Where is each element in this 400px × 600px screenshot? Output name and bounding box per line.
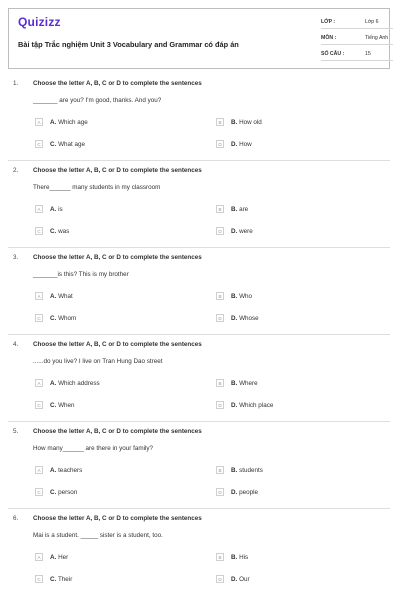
meta-label: LỚP :	[321, 19, 336, 25]
meta-label: MÔN :	[321, 35, 337, 41]
option-text: How old	[239, 118, 262, 126]
option-letter-box: D	[216, 575, 224, 583]
option-letter-box: B	[216, 466, 224, 474]
question-text: There______ many students in my classroom	[33, 184, 161, 191]
option-prefix: D.	[231, 488, 238, 496]
option-letter-box: A	[35, 553, 43, 561]
option-prefix: A.	[50, 205, 57, 213]
question-divider	[8, 247, 390, 248]
option-prefix: C.	[50, 314, 57, 322]
option-prefix: A.	[50, 553, 57, 561]
option-letter-box: C	[35, 575, 43, 583]
option-prefix: B.	[231, 379, 238, 387]
meta-value: Lớp 6	[365, 19, 379, 25]
option-letter-box: B	[216, 205, 224, 213]
option-text: are	[239, 205, 249, 213]
option-text: person	[58, 488, 78, 496]
option-text: What age	[58, 140, 86, 148]
question-divider	[8, 334, 390, 335]
option-letter-box: A	[35, 379, 43, 387]
option-prefix: D.	[231, 575, 238, 583]
option-prefix: A.	[50, 118, 57, 126]
option-text: Where	[239, 379, 258, 387]
option-text: Whose	[239, 314, 259, 322]
question-number: 5.	[13, 428, 19, 435]
option-prefix: D.	[231, 140, 238, 148]
option-text: were	[239, 227, 253, 235]
option-prefix: B.	[231, 292, 238, 300]
meta-row-class	[321, 17, 393, 29]
option-letter-box: C	[35, 140, 43, 148]
option-text: Our	[239, 575, 250, 583]
worksheet-header	[8, 8, 390, 69]
option-prefix: B.	[231, 466, 238, 474]
option-prefix: D.	[231, 227, 238, 235]
option-letter-box: D	[216, 140, 224, 148]
option-text: His	[239, 553, 249, 561]
question-number: 2.	[13, 167, 19, 174]
question-number: 4.	[13, 341, 19, 348]
meta-row-subject	[321, 33, 393, 45]
question-number: 1.	[13, 80, 19, 87]
quizizz-logo[interactable]: Quizizz	[18, 15, 61, 29]
option-prefix: A.	[50, 292, 57, 300]
option-letter-box: A	[35, 118, 43, 126]
option-text: teachers	[58, 466, 83, 474]
option-prefix: A.	[50, 379, 57, 387]
option-letter-box: B	[216, 379, 224, 387]
option-prefix: C.	[50, 140, 57, 148]
question-number: 3.	[13, 254, 19, 261]
option-prefix: B.	[231, 118, 238, 126]
question-instruction: Choose the letter A, B, C or D to complete the sentences	[33, 167, 202, 174]
option-letter-box: C	[35, 314, 43, 322]
meta-label: SỐ CÂU :	[321, 51, 345, 57]
question-text: _______is this? This is my brother	[33, 271, 129, 278]
question-instruction: Choose the letter A, B, C or D to complete the sentences	[33, 515, 202, 522]
option-letter-box: B	[216, 292, 224, 300]
option-text: Which address	[58, 379, 100, 387]
option-letter-box: A	[35, 292, 43, 300]
option-prefix: D.	[231, 314, 238, 322]
question-number: 6.	[13, 515, 19, 522]
option-prefix: B.	[231, 205, 238, 213]
option-letter-box: D	[216, 488, 224, 496]
option-prefix: C.	[50, 575, 57, 583]
option-prefix: C.	[50, 401, 57, 409]
question-instruction: Choose the letter A, B, C or D to complete the sentences	[33, 254, 202, 261]
option-text: people	[239, 488, 258, 496]
option-text: What	[58, 292, 73, 300]
option-text: students	[239, 466, 263, 474]
meta-value: Tiếng Anh	[365, 35, 389, 41]
option-text: Whom	[58, 314, 77, 322]
question-divider	[8, 421, 390, 422]
option-letter-box: A	[35, 205, 43, 213]
option-text: Their	[57, 575, 73, 583]
meta-value: 15	[365, 51, 371, 57]
question-text: Mai is a student. _____ sister is a student, too.	[33, 532, 163, 539]
question-text: How many______ are there in your family?	[33, 445, 154, 452]
option-letter-box: A	[35, 466, 43, 474]
option-letter-box: D	[216, 314, 224, 322]
option-letter-box: B	[216, 118, 224, 126]
option-text: Which age	[58, 118, 88, 126]
option-text: Who	[239, 292, 253, 300]
meta-row-question-count	[321, 49, 393, 61]
option-letter-box: C	[35, 401, 43, 409]
option-prefix: C.	[50, 227, 57, 235]
question-text: ......do you live? I live on Tran Hung Dao street	[33, 358, 163, 365]
option-text: Her	[58, 553, 69, 561]
option-text: When	[58, 401, 75, 409]
worksheet-title: Bài tập Trắc nghiệm Unit 3 Vocabulary and Grammar có đáp án	[18, 40, 239, 49]
question-instruction: Choose the letter A, B, C or D to complete the sentences	[33, 428, 202, 435]
option-prefix: C.	[50, 488, 57, 496]
question-instruction: Choose the letter A, B, C or D to complete the sentences	[33, 80, 202, 87]
option-prefix: A.	[50, 466, 57, 474]
option-text: was	[58, 227, 70, 235]
option-letter-box: D	[216, 401, 224, 409]
question-instruction: Choose the letter A, B, C or D to complete the sentences	[33, 341, 202, 348]
question-divider	[8, 508, 390, 509]
option-prefix: B.	[231, 553, 238, 561]
option-prefix: D.	[231, 401, 238, 409]
option-letter-box: B	[216, 553, 224, 561]
option-letter-box: C	[35, 227, 43, 235]
question-text: _______ are you? I'm good, thanks. And you?	[33, 97, 162, 104]
option-letter-box: D	[216, 227, 224, 235]
option-text: is	[58, 205, 63, 213]
question-divider	[8, 160, 390, 161]
option-text: How	[239, 140, 252, 148]
option-letter-box: C	[35, 488, 43, 496]
option-text: Which place	[239, 401, 274, 409]
